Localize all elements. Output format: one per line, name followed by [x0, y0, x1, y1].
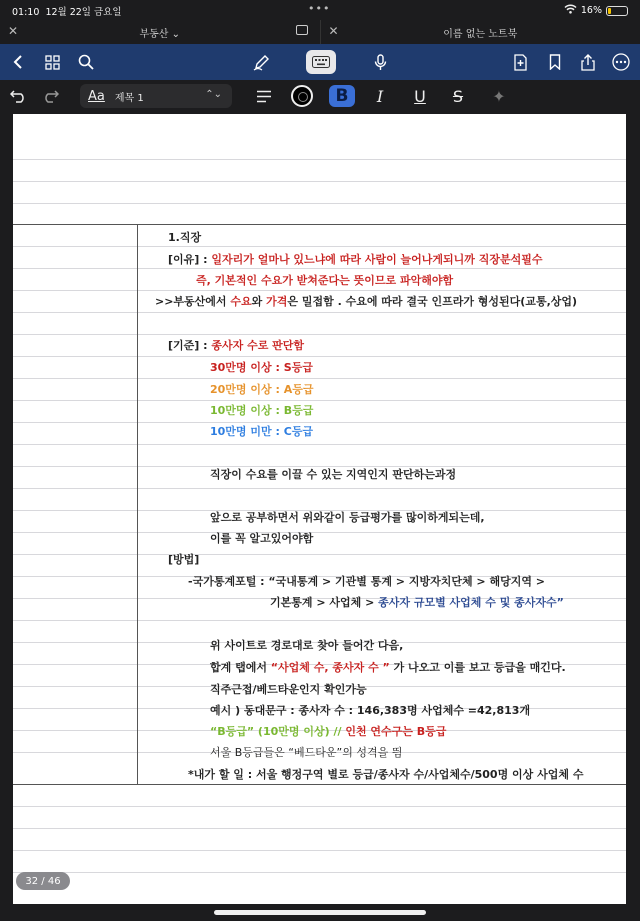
ruled-line [13, 444, 626, 445]
step-line-2: 합계 탭에서 “사업체 수, 종사자 수 ” 가 나오고 이를 보고 등급을 매긴다. [210, 661, 566, 674]
method-line-2: 기본통계 > 사업체 > 종사자 규모별 사업체 수 및 종사자수” [270, 596, 564, 609]
ruled-line [13, 400, 626, 401]
chevron-updown-icon: ⌃⌄ [205, 89, 222, 100]
status-right [564, 4, 628, 17]
example-line: 예시 ) 동대문구 : 종사자 수 : 146,383명 사업체수 =42,813개 [210, 704, 531, 717]
ruled-line [13, 268, 626, 269]
text-style-value: 제목 1 [114, 92, 144, 104]
multitasking-dots[interactable]: ••• [308, 2, 331, 15]
align-icon[interactable] [254, 80, 274, 112]
share-icon[interactable] [578, 44, 598, 80]
grade-s: 30만명 이상 : S등급 [210, 361, 313, 374]
tab-label: 이름 없는 노트북 [443, 28, 518, 40]
grade-b: 10만명 이상 : B등급 [210, 404, 314, 417]
status-bar [0, 0, 640, 20]
ruled-line [13, 828, 626, 829]
redo-icon[interactable] [40, 80, 60, 112]
main-toolbar [0, 44, 640, 80]
method-line-1: -국가통계포털 : “국내통계 > 기관별 통계 > 지방자치단체 > 해당지역 > [188, 575, 546, 588]
table-top-border [13, 224, 626, 225]
reason-line-2: 즉, 기본적인 수요가 받쳐준다는 뜻이므로 파악해야함 [196, 274, 454, 287]
process-line: 직장이 수요를 이끌 수 있는 지역인지 판단하는과정 [210, 468, 457, 481]
battery-icon [606, 6, 628, 16]
undo-icon[interactable] [8, 80, 28, 112]
ruled-line [13, 246, 626, 247]
ruled-line [13, 312, 626, 313]
ruled-line [13, 181, 626, 182]
step-line-3: 직주근접/베드타운인지 확인가능 [210, 683, 367, 696]
ruled-line [13, 620, 626, 621]
todo-line: *내가 할 일 : 서울 행정구역 별로 등급/종사자 수/사업체수/500명 이상 사업체 수 [188, 768, 584, 781]
sparkle-icon[interactable]: ✦ [492, 86, 506, 106]
keyboard-button[interactable] [306, 50, 336, 74]
keyboard-icon [312, 53, 330, 72]
ruled-line [13, 554, 626, 555]
section-heading: 1.직장 [168, 231, 202, 244]
close-tab-icon[interactable]: ✕ [328, 24, 339, 38]
text-style-icon: Aa [88, 88, 105, 104]
tab-real-estate[interactable] [0, 20, 320, 44]
ruled-line [13, 532, 626, 533]
search-icon[interactable] [76, 44, 96, 80]
ruled-line [13, 334, 626, 335]
wifi-icon [564, 4, 577, 17]
italic-button[interactable]: I [376, 86, 384, 106]
ruled-line [13, 806, 626, 807]
ruled-line [13, 378, 626, 379]
ruled-line [13, 850, 626, 851]
grade-c: 10만명 미만 : C등급 [210, 425, 314, 438]
criteria-line: [기준] : 종사자 수로 판단함 [168, 339, 305, 352]
ruled-line [13, 422, 626, 423]
relation-line: >>부동산에서 수요와 가격은 밀접함 . 수요에 따라 결국 인프라가 형성된다(교통,상업) [155, 295, 578, 308]
method-label: [방법] [168, 553, 200, 566]
pen-icon[interactable] [250, 44, 272, 80]
tab-untitled-notebook[interactable] [320, 20, 640, 44]
future-line-2: 이를 꼭 알고있어야함 [210, 532, 314, 545]
seoul-note: 서울 B등급들은 “베드타운”의 성격을 띔 [210, 746, 403, 759]
strikethrough-button[interactable]: S [452, 86, 464, 106]
status-time: 01:10 12월 22일 금요일 [12, 7, 122, 18]
ruled-line [13, 290, 626, 291]
reason-line: [이유] : 일자리가 얼마나 있느냐에 따라 사람이 늘어나게되니까 직장분석필수 [168, 253, 543, 266]
page-indicator[interactable]: 32 / 46 [16, 872, 70, 890]
cornell-margin-line [137, 224, 138, 784]
bookmark-icon[interactable] [545, 44, 565, 80]
example-grade-line: “B등급” (10만명 이상) // 인천 연수구는 B등급 [210, 725, 447, 738]
more-icon[interactable] [610, 44, 632, 80]
ruled-line [13, 872, 626, 873]
ruled-line [13, 203, 626, 204]
future-line-1: 앞으로 공부하면서 위와같이 등급평가를 많이하게되는데, [210, 511, 485, 524]
tab-label: 부동산 ⌄ [139, 28, 181, 40]
ruled-line [13, 159, 626, 160]
table-bottom-border [13, 784, 626, 785]
ruled-line [13, 488, 626, 489]
text-color-button[interactable] [291, 85, 313, 107]
add-page-icon[interactable] [510, 44, 530, 80]
home-indicator[interactable] [214, 910, 426, 915]
back-icon[interactable] [8, 44, 28, 80]
underline-button[interactable]: U [414, 86, 426, 106]
format-toolbar [0, 80, 640, 112]
tab-bar [0, 20, 640, 44]
bold-button[interactable]: B [329, 85, 355, 107]
close-tab-icon[interactable]: ✕ [8, 24, 19, 38]
grid-icon[interactable] [42, 44, 62, 80]
text-style-select[interactable] [80, 84, 232, 108]
grade-a: 20만명 이상 : A등급 [210, 383, 314, 396]
note-page[interactable] [13, 114, 626, 904]
ruled-line [13, 466, 626, 467]
mic-icon[interactable] [370, 44, 390, 80]
split-view-icon[interactable] [296, 25, 308, 35]
ruled-line [13, 356, 626, 357]
battery-percent: 16% [580, 5, 602, 16]
step-line-1: 위 사이트로 경로대로 찾아 들어간 다음, [210, 639, 404, 652]
